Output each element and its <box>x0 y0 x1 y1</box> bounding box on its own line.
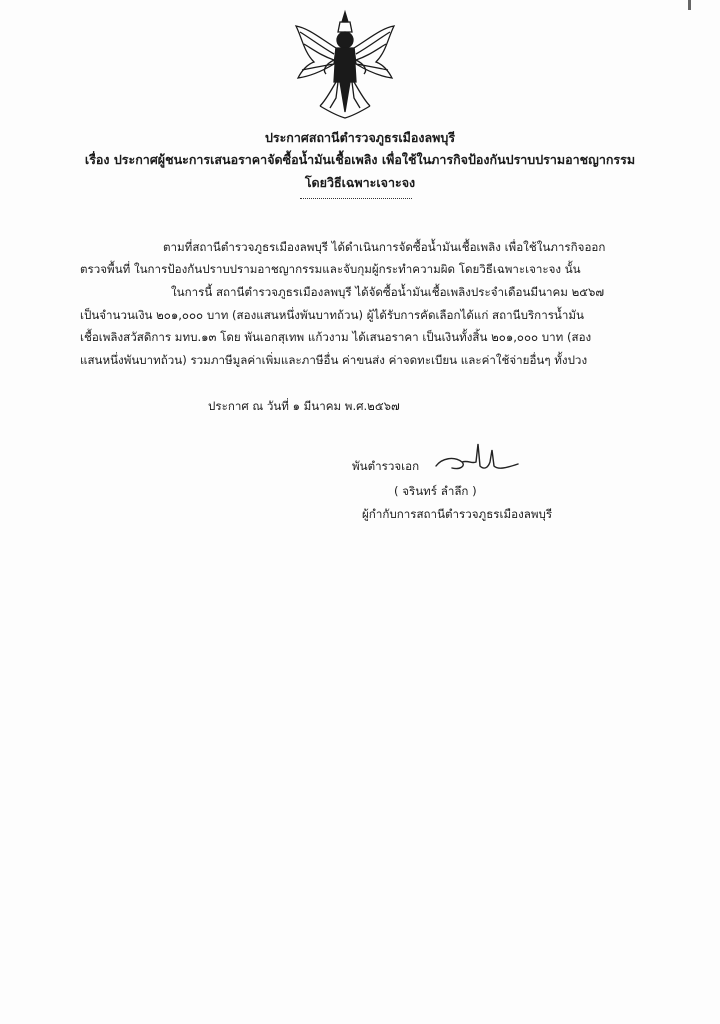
subject-method: โดยวิธีเฉพาะเจาะจง <box>304 175 416 190</box>
handwritten-signature <box>432 440 522 480</box>
body-paragraph-2-line-4: แสนหนึ่งพันบาทถ้วน) รวมภาษีมูลค่าเพิ่มและภาษีอื่น ค่าขนส่ง ค่าจดทะเบียน และค่าใช้จ่ายอื่นๆ ทั้งปวง <box>80 353 588 367</box>
garuda-emblem-icon <box>290 8 400 128</box>
signer-title: ผู้กำกับการสถานีตำรวจภูธรเมืองลพบุรี <box>362 507 553 521</box>
signer-rank: พันตำรวจเอก <box>352 459 420 473</box>
body-paragraph-1-line-1: ตามที่สถานีตำรวจภูธรเมืองลพบุรี ได้ดำเนินการจัดซื้อน้ำมันเชื้อเพลิง เพื่อใช้ในภารกิจออก <box>163 240 606 254</box>
body-paragraph-2-line-2: เป็นจำนวนเงิน ๒๐๑,๐๐๐ บาท (สองแสนหนึ่งพันบาทถ้วน) ผู้ได้รับการคัดเลือกได้แก่ สถานีบริการน้ำมัน <box>80 308 584 322</box>
body-paragraph-2-line-1: ในการนี้ สถานีตำรวจภูธรเมืองลพบุรี ได้จัดซื้อน้ำมันเชื้อเพลิงประจำเดือนมีนาคม ๒๕๖๗ <box>171 285 605 299</box>
document-title: ประกาศสถานีตำรวจภูธรเมืองลพบุรี <box>264 130 456 145</box>
body-paragraph-1-line-2: ตรวจพื้นที่ ในการป้องกันปราบปรามอาชญากรรมและจับกุมผู้กระทำความผิด โดยวิธีเฉพาะเจาะจง นั้น <box>80 262 581 276</box>
scan-edge-mark <box>688 0 691 10</box>
signer-name: ( จรินทร์ ลำลึก ) <box>394 484 477 498</box>
announcement-date: ประกาศ ณ วันที่ ๑ มีนาคม พ.ศ.๒๕๖๗ <box>208 399 400 413</box>
body-paragraph-2-line-3: เชื้อเพลิงสวัสดิการ มทบ.๑๓ โดย พันเอกสุเทพ แก้วงาม ได้เสนอราคา เป็นเงินทั้งสิ้น ๒๐๑,๐๐๐ บาท (สอง <box>80 330 592 344</box>
title-divider <box>300 198 412 199</box>
subject-line: เรื่อง ประกาศผู้ชนะการเสนอราคาจัดซื้อน้ำมันเชื้อเพลิง เพื่อใช้ในภารกิจป้องกันปราบปรามอาชญากรรม <box>84 152 636 167</box>
